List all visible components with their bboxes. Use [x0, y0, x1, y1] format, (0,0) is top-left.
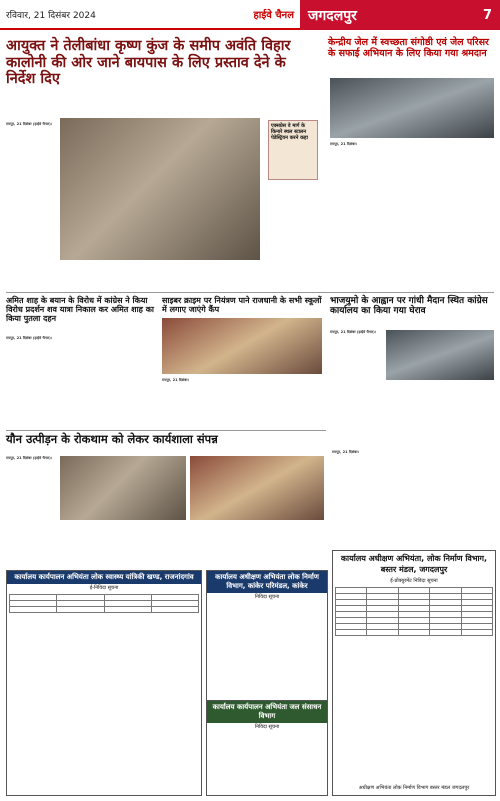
masthead-left	[0, 0, 300, 30]
story4-headline: साइबर क्राइम पर नियंत्रण पाने राजधानी के सभी स्कूलों में लगाए जाएंगे कैंप	[162, 295, 322, 315]
brand-name: हाईवे चैनल	[253, 10, 294, 21]
story6-col-b	[60, 524, 144, 566]
story1-dateline: रायपुर, 21 दिसंबर (हाईवे चैनल)।	[6, 122, 53, 126]
ad2-title: कार्यालय अधीक्षण अभियंता लोक निर्माण विभाग, कांकेर परिमंडल, कांकेर	[207, 571, 327, 593]
story2-dateline: रायपुर, 21 दिसंबर।	[330, 142, 358, 146]
ad1-body	[7, 592, 201, 615]
story6-col-d	[236, 524, 324, 566]
story3-col-c	[110, 336, 158, 426]
story6-dateline: रायपुर, 21 दिसंबर (हाईवे चैनल)।	[6, 456, 53, 460]
story1-photo	[60, 118, 260, 260]
ad-pwd-bastar	[332, 550, 496, 796]
story4-col-b	[216, 378, 268, 426]
story2-headline: केन्द्रीय जेल में स्वच्छता संगोष्ठी एवं जेल परिसर के सफाई अभियान के लिए किया गया श्रमदान	[328, 37, 489, 59]
story1-col-c	[268, 184, 318, 284]
divider-h2	[6, 430, 326, 431]
story2-photo	[330, 78, 494, 138]
ad-wrd	[206, 700, 328, 796]
ad1-table	[9, 594, 199, 613]
story2-col-c	[442, 142, 494, 287]
edition-city: जगदलपुर	[308, 7, 357, 24]
story7-col-c	[444, 450, 496, 546]
story6-headline: यौन उत्पीड़न के रोकथाम को लेकर कार्यशाला संपन्न	[6, 432, 218, 446]
masthead-right	[300, 0, 500, 30]
ad3-body	[333, 585, 495, 638]
story2-col-b	[386, 142, 438, 287]
ad-pheD-rajnandgaon	[6, 570, 202, 796]
ad1-title: कार्यालय कार्यपालन अभियंता लोक स्वास्थ्य यांत्रिकी खण्ड, राजनांदगांव	[7, 571, 201, 584]
story5-headline: भाजयुमो के आह्वान पर गांधी मैदान स्थित कांग्रेस कार्यालय का किया गया घेराव	[330, 296, 488, 317]
story3-col-a	[6, 336, 54, 426]
story5-col-a	[330, 330, 382, 406]
story1-callout	[268, 120, 318, 180]
ad3-footer: अधीक्षण अभियंता लोक निर्माण विभाग बस्तर मंडल जगदलपुर	[358, 785, 470, 791]
story4-col-a	[162, 378, 214, 426]
story6-col-a	[6, 456, 56, 566]
story7-dateline: रायपुर, 21 दिसंबर।	[332, 450, 360, 454]
story4-photo	[162, 318, 322, 374]
story6-col-c	[148, 524, 232, 566]
divider-h1	[6, 292, 494, 293]
story3-dateline: रायपुर, 21 दिसंबर (हाईवे चैनल)।	[6, 336, 53, 340]
story6-photo-2	[190, 456, 324, 520]
story5-col-c	[442, 384, 494, 440]
page-number: 7	[482, 7, 492, 23]
issue-date: रविवार, 21 दिसंबर 2024	[6, 10, 96, 21]
story4-col-c	[270, 378, 322, 426]
ad4-subtitle: निविदा सूचना	[254, 724, 280, 730]
ad3-subtitle: ई-प्रोक्युरमेंट निविदा सूचना	[390, 578, 438, 584]
story5-photo	[386, 330, 494, 380]
story1-col-a	[6, 122, 56, 267]
story2-col-a	[330, 142, 382, 287]
ad2-subtitle: निविदा सूचना	[254, 594, 280, 600]
story5-col-b	[386, 384, 438, 440]
story1-headline: आयुक्त ने तेलीबांधा कृष्ण कुंज के समीप अवंति विहार कालोनी की ओर जाने बायपास के लिए प्रस्ताव देने के निर्देश दिए	[6, 37, 291, 88]
story4-dateline: रायपुर, 21 दिसंबर।	[162, 378, 190, 382]
ad4-title: कार्यालय कार्यपालन अभियंता जल संसाधन विभाग	[207, 701, 327, 723]
ad3-title: कार्यालय अधीक्षण अभियंता, लोक निर्माण विभाग, बस्तर मंडल, जगदलपुर	[333, 551, 495, 577]
story6-photo-1	[60, 456, 186, 520]
story5-dateline: रायपुर, 21 दिसंबर (हाईवे चैनल)।	[330, 330, 377, 334]
story3-col-b	[58, 336, 106, 426]
masthead	[0, 0, 500, 30]
story7-col-a	[332, 450, 384, 546]
story1-callout-heading: एक्सप्रेस वे मार्ग के किनारे स्थल स्टालन पेडेस्ट्रियन करने कहा	[271, 123, 308, 141]
ad1-subtitle: ई-निविदा सूचना	[89, 585, 119, 591]
story7-col-b	[388, 450, 440, 546]
ad3-table	[335, 587, 493, 636]
story3-headline: अमित शाह के बयान के विरोध में कांग्रेस ने किया विरोध प्रदर्शन शव यात्रा निकाल कर अमित शाह का किया पुतला दहन	[6, 295, 154, 324]
